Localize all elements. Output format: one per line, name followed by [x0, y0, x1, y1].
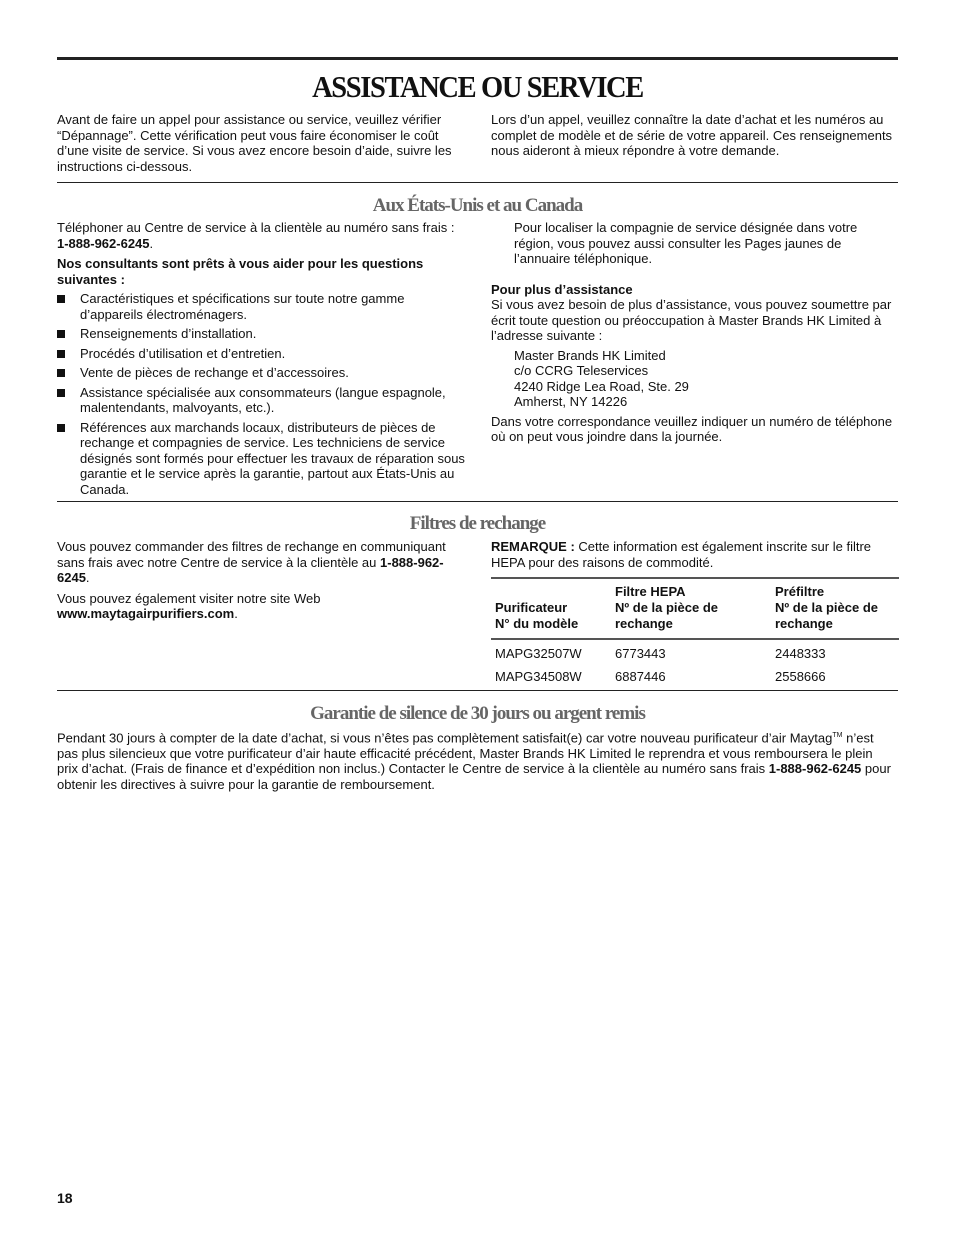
intro-right-text: Lors d’un appel, veuillez connaître la date d’achat et les numéros au complet de modèle et de série de votre appareil. Ces renseignements nous aideront à mieux répondre à votre demande.: [491, 112, 893, 158]
trademark-mark: TM: [832, 732, 843, 739]
bullet-square-icon: [57, 369, 65, 377]
list-item: Vente de pièces de rechange et d’accessoires.: [57, 365, 465, 381]
col-header-hepa: Filtre HEPA Nº de la pièce de rechange: [615, 584, 719, 631]
section-divider: [57, 501, 898, 502]
table-cell: MAPG34508W: [495, 669, 582, 684]
bullet-square-icon: [57, 295, 65, 303]
intro-left-text: Avant de faire un appel pour assistance ou service, veuillez vérifier “Dépannage”. Cette vérification peut vous faire économiser le coût d’une visite de service. Si vous avez encore besoin d’aide, suivre les instructions ci-dessous.: [57, 112, 452, 174]
address-line: 4240 Ridge Lea Road, Ste. 29: [514, 378, 689, 394]
filters-left-column: [57, 539, 465, 622]
phone-paragraph: [57, 220, 465, 251]
list-item: Renseignements d’installation.: [57, 326, 465, 342]
list-item: Procédés d’utilisation et d’entretien.: [57, 346, 465, 362]
bullet-square-icon: [57, 424, 65, 432]
address-line: Amherst, NY 14226: [514, 394, 628, 409]
web-paragraph: www.maytagairpurifiers.com.: [57, 606, 238, 621]
bullet-square-icon: [57, 330, 65, 338]
page-number: 18: [57, 1190, 73, 1206]
address-line: c/o CCRG Teleservices: [514, 363, 649, 378]
filters-right-column: [491, 539, 899, 690]
section-divider: [57, 182, 898, 183]
more-assistance-text: Si vous avez besoin de plus d’assistance, vous pouvez soumettre par écrit toute question ou préoccupation à Master Brands HK Limited à l’adresse suivante :: [491, 297, 892, 343]
table-row: [491, 667, 899, 690]
website-link[interactable]: www.maytagairpurifiers.com: [57, 606, 235, 621]
list-item: Assistance spécialisée aux consommateurs (langue espagnole, malentendants, malvoyants, etc.).: [57, 385, 465, 416]
correspondence-text: Dans votre correspondance veuillez indiquer un numéro de téléphone où on peut vous joindre dans la journée.: [491, 413, 893, 444]
table-cell: 2558666: [775, 669, 826, 684]
table-header-row: [491, 578, 899, 639]
order-paragraph: Vous pouvez commander des filtres de rechange en communiquant sans frais avec notre Centre de service à la clientèle au 1-888-962-6245.: [57, 539, 446, 585]
phone-number: 1-888-962-6245: [57, 235, 150, 251]
address-line: Master Brands HK Limited: [514, 347, 666, 363]
filters-table: [491, 577, 899, 690]
note-text: Cette information est également inscrite sur le filtre HEPA pour des raisons de commodité.: [491, 539, 872, 570]
guarantee-heading: Garantie de silence de 30 jours ou argent remis: [310, 703, 645, 724]
us-canada-left-column: [57, 220, 465, 501]
phone-number: 1-888-962-6245: [57, 554, 444, 585]
list-item: Caractéristiques et spécifications sur toute notre gamme d’appareils électroménagers.: [57, 291, 465, 322]
order-text: Vous pouvez commander des filtres de rechange en communiquant sans frais avec notre Centre de service à la clientèle au: [57, 539, 446, 570]
bullet-square-icon: [57, 389, 65, 397]
mailing-address: [491, 348, 899, 410]
locate-text: Pour localiser la compagnie de service désignée dans votre région, vous pouvez aussi consulter les Pages jaunes de l’annuaire téléphonique.: [514, 220, 858, 266]
page-title: ASSISTANCE OU SERVICE: [312, 69, 643, 104]
table-cell: 2448333: [775, 646, 826, 661]
col-header-purifier: Purificateur N° du modèle: [495, 600, 579, 631]
table-cell: 6773443: [615, 646, 666, 661]
phone-number: 1-888-962-6245: [768, 761, 862, 777]
note-paragraph: [491, 539, 899, 570]
more-assistance-heading: Pour plus d’assistance: [491, 281, 633, 297]
note-label: REMARQUE :: [491, 539, 575, 554]
list-item: Références aux marchands locaux, distributeurs de pièces de rechange et compagnies de service. Les techniciens de service désignés sont formés pour effectuer les travaux de réparation sous garantie et le service après la garantie, partout aux États-Unis au Canada.: [57, 420, 465, 498]
web-text: Vous pouvez également visiter notre site Web: [57, 590, 321, 606]
table-cell: MAPG32507W: [495, 646, 582, 661]
consultants-list: [57, 291, 465, 497]
bullet-square-icon: [57, 350, 65, 358]
col-header-prefilter: Préfiltre Nº de la pièce de rechange: [775, 584, 879, 631]
filters-heading: Filtres de rechange: [409, 513, 546, 534]
us-canada-right-column: [491, 220, 899, 445]
guarantee-text: Pendant 30 jours à compter de la date d’achat, si vous n’êtes pas complètement satisfait(e) car votre nouveau purificateur d’air Maytag™ n’est pas plus silencieux que votre purificateur d’air haute efficacité précédent, Master Brands HK Limited le reprendra et vous remboursera le plein prix d’achat. (Frais de finance et d’expédition non inclus.) Contacter le Centre de service à la clientèle au numéro sans frais 1-888-962-6245 pour obtenir les directives à suivre pour la garantie de remboursement.: [57, 730, 891, 792]
section-divider: [57, 690, 898, 691]
table-cell: 6887446: [615, 669, 666, 684]
phone-end: .: [149, 235, 154, 251]
phone-text: Téléphoner au Centre de service à la clientèle au numéro sans frais :: [57, 220, 455, 235]
table-row: [491, 639, 899, 667]
consultants-heading: Nos consultants sont prêts à vous aider pour les questions suivantes :: [57, 256, 424, 287]
us-canada-heading: Aux États-Unis et au Canada: [372, 195, 583, 216]
top-rule: [57, 57, 898, 60]
